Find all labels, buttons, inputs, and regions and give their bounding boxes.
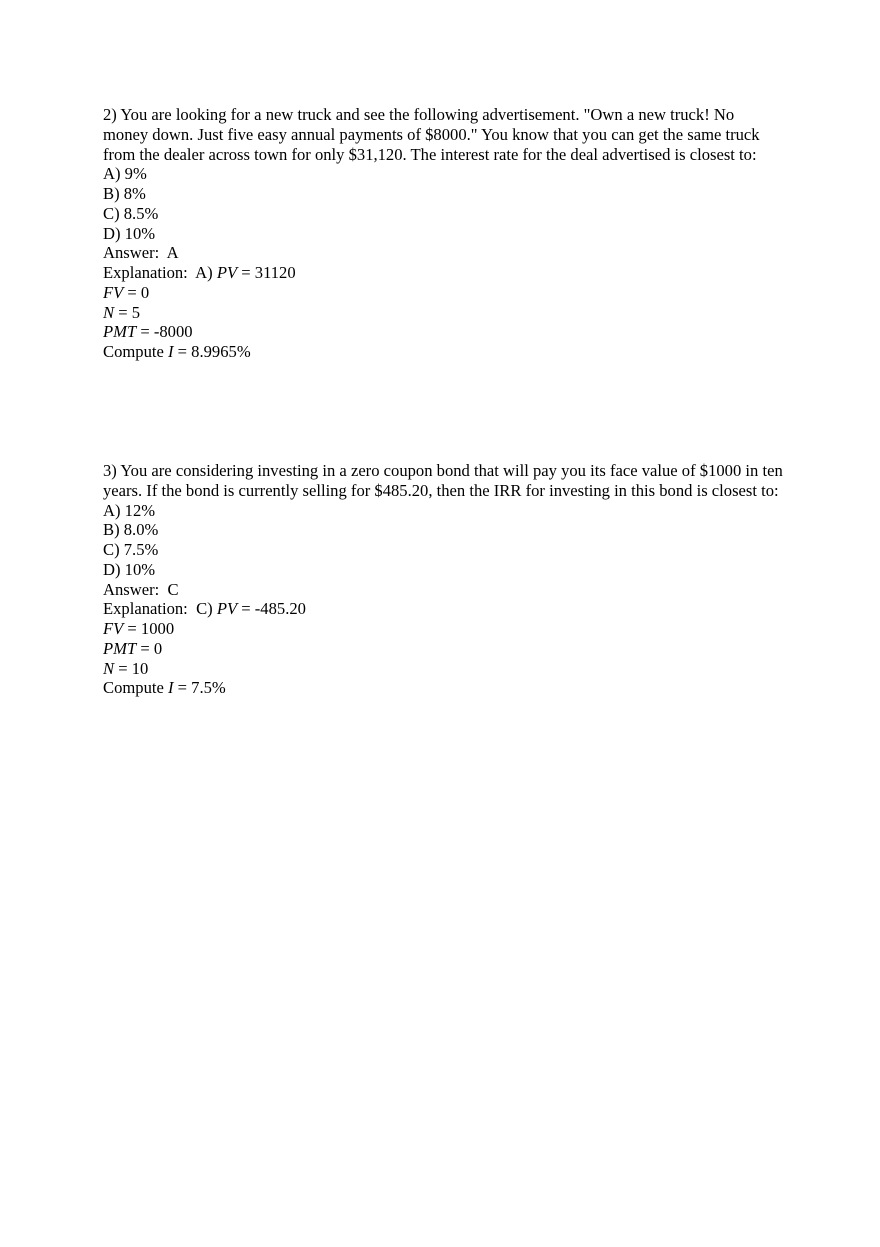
choice-c: C) 7.5% bbox=[103, 540, 159, 559]
choice-d: D) 10% bbox=[103, 223, 156, 243]
choice-a: A) 12% bbox=[103, 500, 156, 520]
compute-result: = 7.5% bbox=[173, 678, 226, 698]
variable-name: PV bbox=[216, 263, 238, 282]
choice-d: D) 10% bbox=[103, 559, 156, 579]
question-3 bbox=[103, 461, 783, 698]
choice-c: C) 8.5% bbox=[103, 203, 159, 223]
explanation-line bbox=[103, 263, 783, 283]
step-line bbox=[103, 283, 783, 303]
variable-name: I bbox=[168, 342, 174, 361]
variable-name: PMT bbox=[103, 638, 137, 658]
step-line bbox=[103, 322, 783, 342]
variable-name: N bbox=[103, 658, 115, 678]
question-stem: 2) You are looking for a new truck and see the following advertisement. "Own a new truck! No money down. Just five easy annual payments of $8000." You know that you can get the same truck from the dealer across town for only $31,120. The interest rate for the deal advertised is closest to: bbox=[103, 105, 760, 164]
variable-name: PV bbox=[216, 599, 238, 619]
variable-name: FV bbox=[103, 282, 124, 302]
compute-line bbox=[103, 342, 783, 362]
compute-prefix: Compute bbox=[103, 342, 168, 361]
variable-value: = -485.20 bbox=[237, 599, 306, 619]
variable-value: = 0 bbox=[123, 282, 150, 302]
variable-name: PMT bbox=[103, 322, 137, 342]
variable-value: = 31120 bbox=[237, 263, 296, 282]
choice-a: A) 9% bbox=[103, 164, 147, 184]
step-line bbox=[103, 303, 783, 323]
variable-value: = 1000 bbox=[123, 619, 175, 638]
variable-name: N bbox=[103, 302, 115, 322]
step-line bbox=[103, 639, 783, 659]
variable-value: = 5 bbox=[114, 302, 141, 322]
explanation-prefix: Explanation: C) bbox=[103, 599, 217, 619]
answer-line: Answer: C bbox=[103, 579, 179, 599]
question-2 bbox=[103, 105, 783, 362]
explanation-prefix: Explanation: A) bbox=[103, 263, 217, 282]
explanation-line bbox=[103, 599, 783, 619]
step-line bbox=[103, 659, 783, 679]
choice-b: B) 8.0% bbox=[103, 520, 159, 540]
compute-prefix: Compute bbox=[103, 678, 168, 698]
variable-name: I bbox=[168, 678, 174, 698]
compute-line bbox=[103, 678, 783, 698]
question-stem: 3) You are considering investing in a zero coupon bond that will pay you its face value of $1000 in ten years. If the bond is currently selling for $485.20, then the IRR for investing in this bond is closest to: bbox=[103, 461, 783, 500]
variable-value: = 0 bbox=[136, 638, 163, 658]
step-line bbox=[103, 619, 783, 639]
answer-line: Answer: A bbox=[103, 243, 179, 263]
variable-value: = -8000 bbox=[136, 322, 193, 342]
variable-name: FV bbox=[103, 619, 124, 638]
variable-value: = 10 bbox=[114, 658, 149, 678]
compute-result: = 8.9965% bbox=[173, 342, 251, 361]
choice-b: B) 8% bbox=[103, 184, 146, 203]
